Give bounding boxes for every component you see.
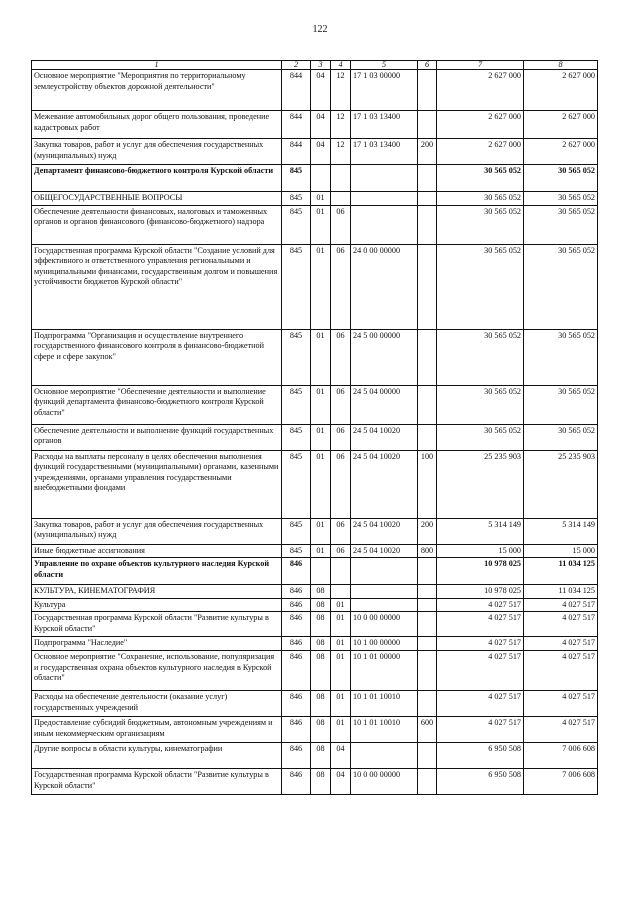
cell-expense-type <box>418 598 437 612</box>
cell-amount-year2: 2 627 000 <box>524 70 598 111</box>
cell-name: Основное мероприятие "Обеспечение деятельности и выполнение функций департамента финансово-бюджетного контроля Курской области" <box>32 385 282 424</box>
cell-target-article <box>351 205 418 244</box>
cell-amount-year2: 4 027 517 <box>524 637 598 651</box>
column-header: 3 <box>311 61 331 70</box>
column-header: 1 <box>32 61 282 70</box>
cell-section: 08 <box>311 650 331 690</box>
table-row <box>32 139 598 165</box>
cell-expense-type <box>418 205 437 244</box>
table-row <box>32 742 598 768</box>
cell-amount-year2: 4 027 517 <box>524 612 598 637</box>
cell-section: 08 <box>311 598 331 612</box>
cell-expense-type <box>418 612 437 637</box>
cell-expense-type <box>418 329 437 385</box>
cell-amount-year2: 4 027 517 <box>524 690 598 716</box>
cell-amount-year2: 30 565 052 <box>524 244 598 329</box>
column-header: 7 <box>437 61 524 70</box>
cell-amount-year2: 2 627 000 <box>524 111 598 139</box>
cell-target-article: 24 5 04 10020 <box>351 424 418 450</box>
cell-target-article: 24 0 00 00000 <box>351 244 418 329</box>
cell-target-article: 10 1 01 10010 <box>351 716 418 742</box>
cell-amount-year2: 30 565 052 <box>524 192 598 206</box>
cell-name: Закупка товаров, работ и услуг для обеспечения государственных (муниципальных) нужд <box>32 139 282 165</box>
table-row <box>32 329 598 385</box>
cell-amount-year1: 25 235 903 <box>437 450 524 518</box>
cell-section: 04 <box>311 111 331 139</box>
cell-name: Государственная программа Курской области "Развитие культуры в Курской области" <box>32 612 282 637</box>
cell-section: 01 <box>311 329 331 385</box>
cell-target-article: 24 5 04 10020 <box>351 518 418 544</box>
cell-section: 08 <box>311 585 331 599</box>
cell-amount-year1: 6 950 508 <box>437 742 524 768</box>
table-row <box>32 111 598 139</box>
cell-subsection <box>331 165 351 192</box>
cell-expense-type <box>418 70 437 111</box>
cell-amount-year1: 6 950 508 <box>437 768 524 794</box>
cell-ministry: 846 <box>282 598 311 612</box>
table-header-row <box>32 61 598 70</box>
cell-amount-year1: 30 565 052 <box>437 329 524 385</box>
table-body <box>32 70 598 795</box>
cell-expense-type <box>418 244 437 329</box>
cell-ministry: 846 <box>282 716 311 742</box>
cell-subsection: 01 <box>331 612 351 637</box>
cell-ministry: 846 <box>282 585 311 599</box>
cell-ministry: 844 <box>282 70 311 111</box>
cell-ministry: 846 <box>282 637 311 651</box>
cell-name: Иные бюджетные ассигнования <box>32 544 282 558</box>
cell-ministry: 846 <box>282 558 311 585</box>
budget-table <box>31 60 598 795</box>
column-header: 5 <box>351 61 418 70</box>
cell-ministry: 844 <box>282 111 311 139</box>
table-row <box>32 585 598 599</box>
cell-subsection: 01 <box>331 598 351 612</box>
cell-subsection: 01 <box>331 690 351 716</box>
cell-name: Расходы на выплаты персоналу в целях обеспечения выполнения функций государственными (муниципальными) органами, казенными учреждениями, органами управления государственными внебюджетными фондами <box>32 450 282 518</box>
cell-amount-year1: 4 027 517 <box>437 716 524 742</box>
cell-expense-type <box>418 742 437 768</box>
cell-amount-year2: 4 027 517 <box>524 716 598 742</box>
table-row <box>32 192 598 206</box>
cell-amount-year1: 10 978 025 <box>437 558 524 585</box>
cell-target-article <box>351 558 418 585</box>
cell-subsection: 12 <box>331 139 351 165</box>
cell-subsection: 12 <box>331 70 351 111</box>
cell-target-article <box>351 585 418 599</box>
cell-amount-year1: 4 027 517 <box>437 598 524 612</box>
cell-expense-type <box>418 690 437 716</box>
table-row <box>32 70 598 111</box>
cell-expense-type: 800 <box>418 544 437 558</box>
cell-expense-type: 200 <box>418 518 437 544</box>
table-row <box>32 518 598 544</box>
cell-target-article: 10 0 00 00000 <box>351 612 418 637</box>
cell-amount-year2: 30 565 052 <box>524 165 598 192</box>
column-header: 6 <box>418 61 437 70</box>
cell-amount-year1: 2 627 000 <box>437 70 524 111</box>
cell-amount-year2: 30 565 052 <box>524 424 598 450</box>
cell-amount-year2: 15 000 <box>524 544 598 558</box>
cell-target-article: 24 5 04 10020 <box>351 544 418 558</box>
table-row <box>32 716 598 742</box>
cell-expense-type <box>418 637 437 651</box>
cell-target-article: 24 5 00 00000 <box>351 329 418 385</box>
cell-section: 01 <box>311 244 331 329</box>
cell-amount-year2: 25 235 903 <box>524 450 598 518</box>
cell-expense-type <box>418 385 437 424</box>
cell-amount-year1: 2 627 000 <box>437 111 524 139</box>
table-row <box>32 612 598 637</box>
cell-target-article: 17 1 03 13400 <box>351 111 418 139</box>
cell-subsection: 06 <box>331 450 351 518</box>
cell-amount-year1: 30 565 052 <box>437 385 524 424</box>
column-header: 2 <box>282 61 311 70</box>
cell-expense-type: 600 <box>418 716 437 742</box>
cell-ministry: 846 <box>282 742 311 768</box>
table-row <box>32 558 598 585</box>
cell-section: 01 <box>311 544 331 558</box>
cell-ministry: 846 <box>282 690 311 716</box>
cell-expense-type <box>418 192 437 206</box>
cell-section: 01 <box>311 205 331 244</box>
cell-section: 08 <box>311 637 331 651</box>
cell-name: Подпрограмма "Наследие" <box>32 637 282 651</box>
cell-name: ОБЩЕГОСУДАРСТВЕННЫЕ ВОПРОСЫ <box>32 192 282 206</box>
cell-name: Управление по охране объектов культурного наследия Курской области <box>32 558 282 585</box>
table-row <box>32 450 598 518</box>
cell-section: 08 <box>311 768 331 794</box>
cell-amount-year1: 4 027 517 <box>437 637 524 651</box>
column-header: 4 <box>331 61 351 70</box>
cell-name: Государственная программа Курской области "Создание условий для эффективного и ответственного управления региональными и муниципальными финансами, государственным долгом и повышения устойчивости бюджетов Курской области" <box>32 244 282 329</box>
cell-expense-type <box>418 111 437 139</box>
cell-target-article <box>351 598 418 612</box>
table-row <box>32 637 598 651</box>
cell-target-article: 10 0 00 00000 <box>351 768 418 794</box>
table-row <box>32 244 598 329</box>
cell-subsection <box>331 585 351 599</box>
page-number: 122 <box>312 24 328 35</box>
cell-expense-type <box>418 650 437 690</box>
cell-amount-year2: 4 027 517 <box>524 650 598 690</box>
cell-amount-year2: 30 565 052 <box>524 385 598 424</box>
cell-expense-type <box>418 424 437 450</box>
cell-section: 04 <box>311 70 331 111</box>
cell-ministry: 845 <box>282 205 311 244</box>
cell-section: 01 <box>311 385 331 424</box>
table-row <box>32 165 598 192</box>
cell-expense-type <box>418 165 437 192</box>
cell-subsection: 06 <box>331 544 351 558</box>
cell-target-article: 10 1 01 00000 <box>351 650 418 690</box>
cell-subsection: 12 <box>331 111 351 139</box>
cell-amount-year1: 30 565 052 <box>437 205 524 244</box>
column-header: 8 <box>524 61 598 70</box>
cell-subsection: 04 <box>331 742 351 768</box>
cell-ministry: 846 <box>282 612 311 637</box>
cell-ministry: 845 <box>282 192 311 206</box>
cell-amount-year2: 11 034 125 <box>524 558 598 585</box>
cell-ministry: 844 <box>282 139 311 165</box>
cell-ministry: 846 <box>282 768 311 794</box>
table-row <box>32 768 598 794</box>
cell-amount-year2: 30 565 052 <box>524 329 598 385</box>
cell-ministry: 845 <box>282 385 311 424</box>
cell-amount-year1: 4 027 517 <box>437 650 524 690</box>
table-row <box>32 385 598 424</box>
cell-section: 08 <box>311 612 331 637</box>
cell-subsection <box>331 558 351 585</box>
cell-amount-year1: 4 027 517 <box>437 690 524 716</box>
cell-name: Основное мероприятие "Мероприятия по территориальному землеустройству объектов дорожной деятельности" <box>32 70 282 111</box>
cell-ministry: 846 <box>282 650 311 690</box>
cell-section: 08 <box>311 690 331 716</box>
cell-subsection: 06 <box>331 518 351 544</box>
cell-name: Департамент финансово-бюджетного контроля Курской области <box>32 165 282 192</box>
cell-amount-year2: 11 034 125 <box>524 585 598 599</box>
cell-section: 04 <box>311 139 331 165</box>
cell-amount-year2: 2 627 000 <box>524 139 598 165</box>
cell-name: Другие вопросы в области культуры, кинематографии <box>32 742 282 768</box>
cell-name: Подпрограмма "Организация и осуществление внутреннего государственного финансового контроля в финансово-бюджетной сфере и сфере закупок" <box>32 329 282 385</box>
cell-expense-type: 200 <box>418 139 437 165</box>
cell-amount-year1: 5 314 149 <box>437 518 524 544</box>
cell-subsection: 04 <box>331 768 351 794</box>
cell-subsection: 01 <box>331 637 351 651</box>
cell-expense-type <box>418 558 437 585</box>
cell-target-article <box>351 192 418 206</box>
cell-target-article: 10 1 00 00000 <box>351 637 418 651</box>
cell-amount-year1: 2 627 000 <box>437 139 524 165</box>
cell-amount-year2: 7 006 608 <box>524 742 598 768</box>
cell-ministry: 845 <box>282 518 311 544</box>
cell-section: 01 <box>311 424 331 450</box>
table-row <box>32 650 598 690</box>
cell-amount-year2: 30 565 052 <box>524 205 598 244</box>
table-row <box>32 544 598 558</box>
cell-ministry: 845 <box>282 544 311 558</box>
cell-name: Государственная программа Курской области "Развитие культуры в Курской области" <box>32 768 282 794</box>
cell-section: 01 <box>311 518 331 544</box>
table-row <box>32 690 598 716</box>
cell-amount-year1: 30 565 052 <box>437 424 524 450</box>
cell-ministry: 845 <box>282 244 311 329</box>
cell-section <box>311 165 331 192</box>
cell-subsection: 01 <box>331 650 351 690</box>
cell-name: Основное мероприятие "Сохранение, использование, популяризация и государственная охрана объектов культурного наследия в Курской области" <box>32 650 282 690</box>
cell-name: Предоставление субсидий бюджетным, автономным учреждениям и иным некоммерческим организациям <box>32 716 282 742</box>
cell-name: Обеспечение деятельности и выполнение функций государственных органов <box>32 424 282 450</box>
cell-amount-year2: 4 027 517 <box>524 598 598 612</box>
cell-ministry: 845 <box>282 329 311 385</box>
cell-section: 01 <box>311 450 331 518</box>
cell-target-article: 24 5 04 00000 <box>351 385 418 424</box>
cell-expense-type <box>418 768 437 794</box>
cell-name: Культура <box>32 598 282 612</box>
cell-amount-year1: 10 978 025 <box>437 585 524 599</box>
cell-subsection: 06 <box>331 424 351 450</box>
cell-amount-year1: 30 565 052 <box>437 165 524 192</box>
cell-section: 01 <box>311 192 331 206</box>
cell-name: КУЛЬТУРА, КИНЕМАТОГРАФИЯ <box>32 585 282 599</box>
cell-ministry: 845 <box>282 424 311 450</box>
cell-subsection: 06 <box>331 244 351 329</box>
cell-target-article <box>351 742 418 768</box>
cell-amount-year2: 5 314 149 <box>524 518 598 544</box>
cell-ministry: 845 <box>282 165 311 192</box>
cell-name: Закупка товаров, работ и услуг для обеспечения государственных (муниципальных) нужд <box>32 518 282 544</box>
cell-subsection <box>331 192 351 206</box>
cell-section: 08 <box>311 716 331 742</box>
cell-section: 08 <box>311 742 331 768</box>
cell-target-article: 17 1 03 13400 <box>351 139 418 165</box>
cell-ministry: 845 <box>282 450 311 518</box>
cell-amount-year1: 30 565 052 <box>437 244 524 329</box>
cell-name: Обеспечение деятельности финансовых, налоговых и таможенных органов и органов финансового (финансово-бюджетного) надзора <box>32 205 282 244</box>
cell-subsection: 06 <box>331 329 351 385</box>
cell-subsection: 01 <box>331 716 351 742</box>
cell-subsection: 06 <box>331 205 351 244</box>
cell-subsection: 06 <box>331 385 351 424</box>
cell-section <box>311 558 331 585</box>
cell-name: Расходы на обеспечение деятельности (оказание услуг) государственных учреждений <box>32 690 282 716</box>
cell-expense-type: 100 <box>418 450 437 518</box>
cell-target-article: 17 1 03 00000 <box>351 70 418 111</box>
table-row <box>32 205 598 244</box>
cell-amount-year1: 4 027 517 <box>437 612 524 637</box>
cell-amount-year1: 15 000 <box>437 544 524 558</box>
cell-name: Межевание автомобильных дорог общего пользования, проведение кадастровых работ <box>32 111 282 139</box>
cell-target-article: 10 1 01 10010 <box>351 690 418 716</box>
cell-amount-year2: 7 006 608 <box>524 768 598 794</box>
cell-expense-type <box>418 585 437 599</box>
cell-target-article <box>351 165 418 192</box>
cell-target-article: 24 5 04 10020 <box>351 450 418 518</box>
table-row <box>32 424 598 450</box>
cell-amount-year1: 30 565 052 <box>437 192 524 206</box>
table-row <box>32 598 598 612</box>
